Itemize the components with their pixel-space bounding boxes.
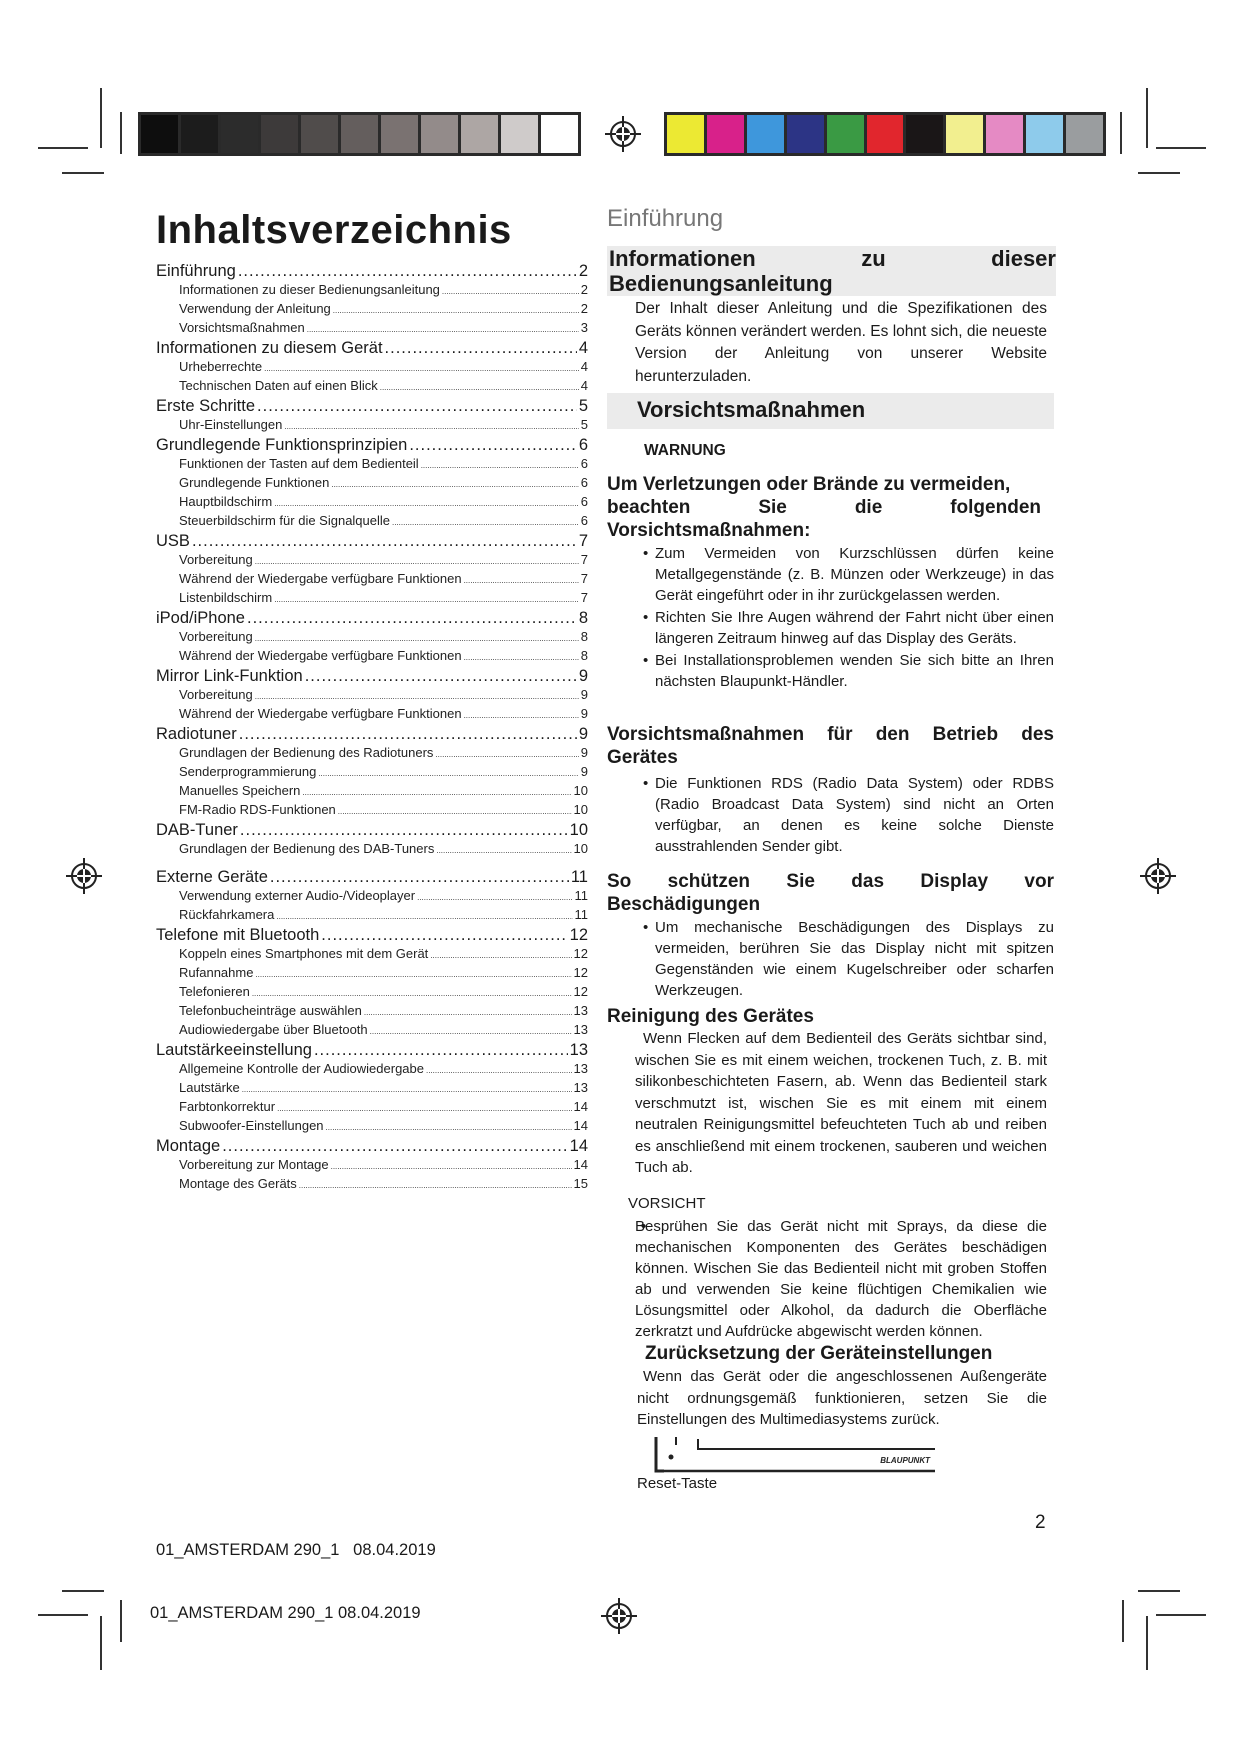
toc-subentry-label: Verwendung externer Audio-/Videoplayer [179,888,416,903]
toc-leader [426,1061,572,1076]
color-swatch [498,115,538,153]
toc-page: 10 [573,783,588,798]
toc-entry[interactable] [156,926,588,946]
toc-leader [364,1003,572,1018]
toc-subentry[interactable] [156,1176,588,1195]
heading-word: folgenden [950,497,1041,518]
toc-entry[interactable] [156,868,588,888]
toc-page: 9 [580,687,588,702]
toc-leader [305,667,577,686]
toc-leader [338,802,572,817]
toc-subentry[interactable] [156,1003,588,1022]
toc-page: 4 [580,359,588,374]
toc-subentry[interactable] [156,1099,588,1118]
toc-subentry-label: Informationen zu dieser Bedienungsanleitung [179,282,440,297]
toc-leader [238,262,577,281]
list-item: • Richten Sie Ihre Augen während der Fahrt nicht über einen längeren Zeitraum hinweg auf das Display des Geräts. [607,607,1054,649]
heading-line: Um Verletzungen oder Brände zu vermeiden, [607,474,1011,495]
toc-title: Inhaltsverzeichnis [156,208,512,252]
toc-subentry[interactable] [156,888,588,907]
toc-subentry-label: Farbtonkorrektur [179,1099,276,1114]
toc-page: 6 [580,494,588,509]
toc-leader [192,532,577,551]
toc-page: 13 [573,1003,588,1018]
reset-logo: BLAUPUNKT [880,1456,930,1465]
toc-subentry-label: Während der Wiedergabe verfügbare Funktionen [179,648,462,663]
toc-leader [255,965,571,980]
toc-subentry-label: Vorbereitung zur Montage [179,1157,329,1172]
color-swatch [983,115,1023,153]
toc-leader [252,984,572,999]
toc-leader [239,725,577,744]
toc-page: 8 [578,609,588,627]
toc-entry-label: USB [156,532,190,550]
crop-mark [120,1600,122,1642]
injury-heading [607,473,1054,542]
color-swatch [1023,115,1063,153]
toc-subentry-label: Während der Wiedergabe verfügbare Funktionen [179,706,462,721]
toc-page: 9 [580,745,588,760]
toc-subentry[interactable] [156,359,588,378]
heading-word: So [607,871,632,892]
toc-page: 13 [573,1022,588,1037]
toc-page: 13 [569,1041,588,1059]
list-item: • Die Funktionen RDS (Radio Data System) oder RDBS (Radio Broadcast Data System) sind nicht an Orten verfügbar, an denen es keine solche Dienste ausstrahlenden Sender gibt. [607,773,1054,857]
color-swatch [943,115,983,153]
list-item: • Zum Vermeiden von Kurzschlüssen dürfen keine Metallgegenstände (z. B. Münzen oder Werkzeuge) in das Gerät eingeführt oder in ihr zurückgelassen werden. [607,543,1054,606]
toc-page: 14 [569,1137,588,1155]
toc-leader [222,1137,567,1156]
toc-entry-label: Telefone mit Bluetooth [156,926,320,944]
registration-mark-icon [605,116,641,152]
heading-word: beachten [607,497,691,518]
toc-entry-label: Montage [156,1137,221,1155]
toc-entry-label: Externe Geräte [156,868,268,886]
toc-subentry[interactable] [156,475,588,494]
toc-leader [331,475,578,490]
toc-leader [302,783,571,798]
list-item: • Um mechanische Beschädigungen des Displays zu vermeiden, berühren Sie das Display nicht mit spitzen Gegenständen wie einem Kugelschreiber oder scharfen Werkzeugen. [607,917,1054,1001]
toc-subentry-label: Subwoofer-Einstellungen [179,1118,324,1133]
toc-leader [284,417,578,432]
toc-page: 4 [578,339,588,357]
toc-subentry[interactable] [156,802,588,821]
toc-subentry-label: Funktionen der Tasten auf dem Bedienteil [179,456,419,471]
operation-list [607,773,1054,857]
section-label: Einführung [607,205,724,232]
toc-page: 6 [580,513,588,528]
list-item: • Bei Installationsproblemen wenden Sie sich bitte an Ihren nächsten Blaupunkt-Händler. [607,650,1054,692]
toc-subentry-label: Montage des Geräts [179,1176,297,1191]
reset-button-illustration [650,1435,935,1475]
toc-page: 6 [580,456,588,471]
toc-leader [274,590,579,605]
toc-leader [464,706,579,721]
heading-word: Sie [786,871,815,892]
color-swatch [458,115,498,153]
toc-subentry[interactable] [156,320,588,339]
toc-page: 12 [573,984,588,999]
crop-mark [100,88,102,148]
toc-subentry[interactable] [156,965,588,984]
heading-word: Informationen [609,246,756,271]
color-swatch [864,115,904,153]
heading-word: die [854,497,883,518]
toc-page: 12 [573,946,588,961]
toc-subentry-label: Koppeln eines Smartphones mit dem Gerät [179,946,429,961]
toc-page: 11 [574,907,588,922]
toc-leader [417,888,572,903]
heading-line: Bedienungsanleitung [609,271,833,296]
color-swatch [258,115,298,153]
toc-subentry-label: Lautstärke [179,1080,240,1095]
registration-mark-icon [601,1598,637,1634]
crop-mark [1122,1600,1124,1642]
toc-subentry-label: Vorbereitung [179,687,253,702]
heading-word: dieser [991,246,1056,271]
toc-subentry[interactable] [156,907,588,926]
toc-leader [270,868,569,887]
toc-page: 9 [578,667,588,685]
toc-page: 2 [578,262,588,280]
toc-page: 2 [580,282,588,297]
color-swatch [418,115,458,153]
toc-page: 8 [580,648,588,663]
heading-word: Vorsichtsmaßnahmen [607,724,805,745]
toc-entry[interactable] [156,1041,588,1061]
toc-page: 13 [573,1061,588,1076]
toc-subentry-label: Vorbereitung [179,629,253,644]
toc-subentry[interactable] [156,648,588,667]
crop-mark [1146,88,1148,148]
toc-page: 11 [570,868,588,886]
color-calibration-bar [664,112,1106,156]
toc-leader [264,359,579,374]
crop-mark [62,1590,104,1592]
toc-page: 4 [580,378,588,393]
print-slug: 01_AMSTERDAM 290_1 08.04.2019 [156,1541,436,1559]
toc-entry-label: DAB-Tuner [156,821,238,839]
toc-entry-label: Einführung [156,262,236,280]
toc-page: 13 [573,1080,588,1095]
toc-entry[interactable] [156,532,588,552]
toc-subentry[interactable] [156,1118,588,1137]
toc-subentry-label: Grundlegende Funktionen [179,475,330,490]
reset-paragraph: Wenn das Gerät oder die angeschlossenen Außengeräte nicht ordnungsgemäß funktionieren, setzen Sie die Einstellungen des Multimediasystems zurück. [637,1368,1047,1428]
toc-leader [277,1099,571,1114]
toc-subentry-label: Uhr-Einstellungen [179,417,283,432]
toc-page: 10 [573,802,588,817]
heading-word: des [1021,724,1054,745]
toc-entry[interactable] [156,1137,588,1157]
display-heading [607,870,1054,916]
toc-subentry-label: Manuelles Speichern [179,783,301,798]
toc-page: 2 [580,301,588,316]
toc-subentry[interactable] [156,494,588,513]
toc-subentry-label: Audiowiedergabe über Bluetooth [179,1022,368,1037]
crop-mark [1138,172,1180,174]
toc-leader [299,1176,572,1191]
toc-leader [409,436,576,455]
toc-leader [274,494,579,509]
toc-subentry[interactable] [156,1061,588,1080]
cleaning-heading: Reinigung des Gerätes [607,1006,814,1027]
toc-entry[interactable] [156,262,588,282]
color-swatch [378,115,418,153]
crop-mark [38,147,88,149]
toc-page: 7 [580,571,588,586]
grayscale-calibration-bar [138,112,581,156]
toc-page: 5 [578,397,588,415]
toc-page: 14 [573,1157,588,1172]
toc-page: 12 [573,965,588,980]
color-swatch [298,115,338,153]
heading-word: das [851,871,885,892]
toc-leader [392,513,579,528]
toc-subentry-label: Vorbereitung [179,552,253,567]
heading-line: Vorsichtsmaßnahmen: [607,520,811,541]
toc-page: 9 [580,764,588,779]
toc-subentry[interactable] [156,984,588,1003]
toc-page: 6 [580,475,588,490]
page-number: 2 [1035,1512,1046,1533]
heading-line: Beschädigungen [607,894,761,915]
toc-leader [331,1157,572,1172]
toc-leader [430,946,571,961]
crop-mark [1146,1616,1148,1670]
crop-mark [120,112,122,154]
toc-subentry-label: Grundlagen der Bedienung des DAB-Tuners [179,841,435,856]
toc-subentry-label: Während der Wiedergabe verfügbare Funktionen [179,571,462,586]
toc-subentry-label: Listenbildschirm [179,590,273,605]
toc-leader [380,378,579,393]
info-heading [607,246,1056,296]
toc-subentry-label: Rückfahrkamera [179,907,275,922]
toc-leader [257,397,577,416]
toc-subentry[interactable] [156,783,588,802]
toc-entry-label: Grundlegende Funktionsprinzipien [156,436,408,454]
reset-heading: Zurücksetzung der Geräteinstellungen [645,1343,993,1364]
precautions-heading: Vorsichtsmaßnahmen [607,393,1054,429]
caution-list [605,1216,1047,1342]
toc-entry[interactable] [156,339,588,359]
toc-subentry-label: Rufannahme [179,965,254,980]
color-swatch [744,115,784,153]
toc-subentry[interactable] [156,590,588,609]
heading-line: Gerätes [607,747,678,768]
toc-subentry-label: Verwendung der Anleitung [179,301,331,316]
toc-leader [435,745,578,760]
toc-leader [247,609,577,628]
color-swatch [784,115,824,153]
toc-subentry[interactable] [156,301,588,320]
toc-leader [333,301,579,316]
toc-page: 7 [580,552,588,567]
toc-subentry-label: Technischen Daten auf einen Blick [179,378,378,393]
crop-mark [1138,1590,1180,1592]
heading-word: den [875,724,910,745]
toc-page: 15 [573,1176,588,1191]
toc-leader [442,282,579,297]
toc-leader [242,1080,572,1095]
display-list [607,917,1054,1001]
registration-mark-icon [1140,858,1176,894]
toc-leader [314,1041,568,1060]
color-swatch [1063,115,1103,153]
toc-page: 10 [569,821,588,839]
toc-subentry-label: Senderprogrammierung [179,764,317,779]
crop-mark [62,172,104,174]
toc-entry-label: Erste Schritte [156,397,256,415]
caution-label: VORSICHT [628,1195,706,1212]
toc-subentry[interactable] [156,1022,588,1041]
toc-subentry-label: Telefonieren [179,984,250,999]
toc-subentry[interactable] [156,706,588,725]
toc-subentry[interactable] [156,513,588,532]
toc-subentry[interactable] [156,456,588,475]
color-swatch [704,115,744,153]
toc-page: 7 [578,532,588,550]
toc-entry-label: Radiotuner [156,725,237,743]
operation-heading [607,723,1054,769]
crop-mark [38,1614,88,1616]
list-item: • Besprühen Sie das Gerät nicht mit Sprays, da diese die mechanischen Komponenten des Gerätes beschädigen können. Wischen Sie das Bedienteil nicht mit groben Stoffen ab und verwenden Sie keine flüchtigen Chemikalien wie Lösungsmittel oder Alkohol, da dadurch die Oberfläche zerkratzt und Aufdrücke abgewischt werden können. [605,1216,1047,1342]
precautions-list [607,543,1054,692]
toc-leader [321,926,567,945]
warning-label: WARNUNG [644,442,726,459]
crop-mark [1120,112,1122,154]
heading-word: zu [861,246,886,271]
toc-subentry-label: Urheberrechte [179,359,263,374]
heading-word: Betrieb [932,724,999,745]
color-swatch [218,115,258,153]
toc-page: 10 [573,841,588,856]
crop-mark [1156,147,1206,149]
registration-mark-icon [66,858,102,894]
toc-subentry[interactable] [156,1080,588,1099]
color-swatch [903,115,943,153]
heading-word: vor [1024,871,1054,892]
toc-leader [464,571,579,586]
toc-page: 14 [573,1118,588,1133]
toc-page: 11 [574,888,588,903]
toc-entry[interactable] [156,821,588,841]
toc-entry[interactable] [156,725,588,745]
heading-word: Sie [758,497,787,518]
toc-leader [276,907,572,922]
toc-subentry[interactable] [156,417,588,436]
toc-subentry[interactable] [156,745,588,764]
toc-page: 3 [580,320,588,335]
color-swatch [667,115,704,153]
heading-word: schützen [667,871,751,892]
toc-page: 7 [580,590,588,605]
print-slug: 01_AMSTERDAM 290_1 08.04.2019 [150,1604,421,1622]
crop-mark [100,1616,102,1670]
table-of-contents [156,262,588,1195]
toc-page: 5 [580,417,588,432]
toc-subentry[interactable] [156,1157,588,1176]
cleaning-paragraph: Wenn Flecken auf dem Bedienteil des Geräts sichtbar sind, wischen Sie es mit einem weichen, trockenen Tuch, z. B. mit silikonbeschichteten Fasern, ab. Wenn das Bedienteil stark verschmutzt ist, wischen Sie es mit einem mit einem neutralen Reinigungsmittel befeuchteten Tuch ab und reiben es anschließend mit einem trockenen, sauberen und weichen Tuch ab. [635,1030,1047,1176]
toc-leader [464,648,579,663]
toc-subentry[interactable] [156,378,588,397]
toc-subentry-label: FM-Radio RDS-Funktionen [179,802,336,817]
toc-entry[interactable] [156,667,588,687]
toc-page: 9 [580,706,588,721]
toc-subentry-label: Hauptbildschirm [179,494,273,509]
toc-page: 12 [569,926,588,944]
toc-entry[interactable] [156,397,588,417]
toc-page: 6 [578,436,588,454]
heading-word: für [827,724,853,745]
color-swatch [338,115,378,153]
color-swatch [141,115,178,153]
toc-subentry-label: Vorsichtsmaßnahmen [179,320,305,335]
toc-leader [370,1022,572,1037]
toc-subentry[interactable] [156,764,588,783]
toc-subentry-label: Grundlagen der Bedienung des Radiotuners [179,745,434,760]
toc-leader [255,552,579,567]
toc-entry-label: Lautstärkeeinstellung [156,1041,312,1059]
toc-entry-label: Informationen zu diesem Gerät [156,339,383,357]
toc-entry-label: iPod/iPhone [156,609,245,627]
toc-leader [326,1118,572,1133]
toc-entry[interactable] [156,609,588,629]
toc-subentry[interactable] [156,571,588,590]
toc-leader [255,687,579,702]
toc-page: 14 [573,1099,588,1114]
toc-leader [421,456,579,471]
toc-entry-label: Mirror Link-Funktion [156,667,303,685]
toc-entry[interactable] [156,436,588,456]
toc-subentry[interactable] [156,841,588,860]
toc-subentry[interactable] [156,687,588,706]
toc-subentry[interactable] [156,552,588,571]
toc-subentry[interactable] [156,946,588,965]
toc-page: 8 [580,629,588,644]
color-swatch [538,115,578,153]
info-paragraph: Der Inhalt dieser Anleitung und die Spezifikationen des Geräts können verändert werden. Es lohnt sich, die neueste Version der Anleitung von unserer Website herunterzuladen. [635,300,1047,385]
toc-leader [318,764,578,779]
toc-leader [255,629,579,644]
heading-word: Display [920,871,989,892]
reset-caption: Reset-Taste [637,1475,718,1492]
toc-page: 9 [578,725,588,743]
toc-leader [436,841,571,856]
toc-leader [307,320,579,335]
toc-subentry[interactable] [156,629,588,648]
toc-subentry[interactable] [156,282,588,301]
toc-subentry-label: Telefonbucheinträge auswählen [179,1003,362,1018]
toc-subentry-label: Allgemeine Kontrolle der Audiowiedergabe [179,1061,424,1076]
color-swatch [178,115,218,153]
toc-leader [385,339,577,358]
color-swatch [824,115,864,153]
toc-leader [240,821,568,840]
crop-mark [1156,1614,1206,1616]
toc-subentry-label: Steuerbildschirm für die Signalquelle [179,513,391,528]
